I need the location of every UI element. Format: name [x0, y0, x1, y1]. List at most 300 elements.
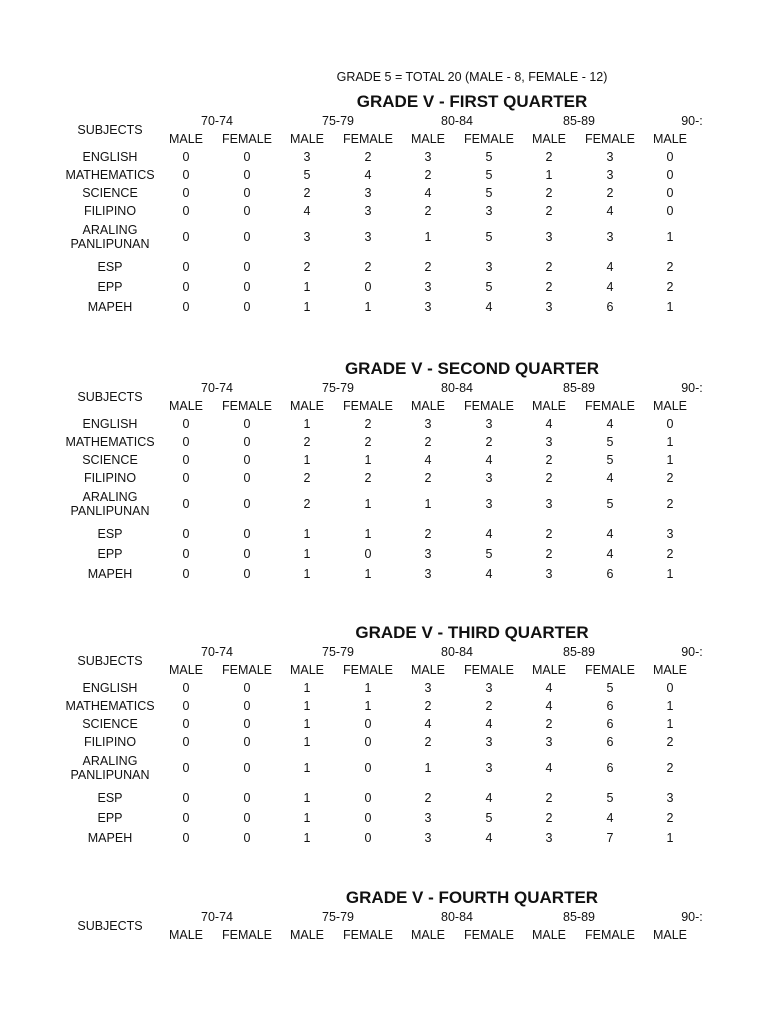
- count-cell: 0: [666, 168, 674, 182]
- female-header: FEMALE: [584, 132, 636, 146]
- female-header: FEMALE: [221, 132, 273, 146]
- count-cell: 1: [666, 567, 674, 581]
- count-cell: 0: [182, 735, 190, 749]
- count-cell: 0: [182, 260, 190, 274]
- count-cell: 0: [182, 811, 190, 825]
- count-cell: 0: [243, 300, 251, 314]
- grade-range-header: 85-89: [563, 910, 595, 924]
- count-cell: 1: [303, 831, 311, 845]
- count-cell: 0: [243, 547, 251, 561]
- count-cell: 0: [182, 527, 190, 541]
- count-cell: 2: [666, 471, 674, 485]
- subject-name: EPP: [97, 811, 123, 825]
- count-cell: 2: [666, 497, 674, 511]
- count-cell: 0: [666, 150, 674, 164]
- count-cell: 0: [182, 300, 190, 314]
- count-cell: 0: [364, 831, 372, 845]
- male-header: MALE: [289, 399, 325, 413]
- count-cell: 3: [364, 230, 372, 244]
- female-header: FEMALE: [463, 132, 515, 146]
- grade-range-header: 80-84: [441, 114, 473, 128]
- female-header: FEMALE: [463, 663, 515, 677]
- count-cell: 2: [424, 735, 432, 749]
- count-cell: 6: [606, 735, 614, 749]
- count-cell: 1: [303, 300, 311, 314]
- quarter-title: GRADE V - FOURTH QUARTER: [345, 888, 599, 907]
- count-cell: 1: [303, 417, 311, 431]
- quarter-title: GRADE V - FIRST QUARTER: [356, 92, 588, 111]
- count-cell: 4: [606, 280, 614, 294]
- count-cell: 0: [182, 435, 190, 449]
- female-header: FEMALE: [584, 928, 636, 942]
- count-cell: 0: [243, 497, 251, 511]
- subject-name: SCIENCE: [82, 186, 138, 200]
- grade-range-header: 75-79: [322, 381, 354, 395]
- subjects-header: SUBJECTS: [77, 123, 143, 137]
- count-cell: 4: [364, 168, 372, 182]
- count-cell: 0: [243, 280, 251, 294]
- count-cell: 4: [424, 453, 432, 467]
- count-cell: 0: [182, 168, 190, 182]
- male-header: MALE: [652, 399, 688, 413]
- count-cell: 4: [545, 761, 553, 775]
- count-cell: 1: [364, 300, 372, 314]
- count-cell: 4: [606, 811, 614, 825]
- subject-name: MAPEH: [87, 300, 133, 314]
- count-cell: 1: [666, 230, 674, 244]
- count-cell: 3: [424, 681, 432, 695]
- count-cell: 0: [243, 260, 251, 274]
- count-cell: 0: [182, 567, 190, 581]
- count-cell: 1: [303, 453, 311, 467]
- male-header: MALE: [410, 132, 446, 146]
- count-cell: 0: [182, 230, 190, 244]
- count-cell: 4: [606, 471, 614, 485]
- count-cell: 1: [303, 791, 311, 805]
- subject-name: ESP: [97, 791, 123, 805]
- count-cell: 0: [364, 761, 372, 775]
- count-cell: 2: [666, 811, 674, 825]
- count-cell: 2: [545, 186, 553, 200]
- count-cell: 3: [424, 150, 432, 164]
- grade-range-header: 90-:: [681, 910, 703, 924]
- subject-name: SCIENCE: [82, 717, 138, 731]
- subject-name: ARALING PANLIPUNAN: [70, 490, 150, 518]
- count-cell: 2: [545, 260, 553, 274]
- count-cell: 2: [545, 811, 553, 825]
- count-cell: 0: [182, 497, 190, 511]
- count-cell: 0: [364, 547, 372, 561]
- male-header: MALE: [168, 928, 204, 942]
- female-header: FEMALE: [221, 663, 273, 677]
- grade-range-header: 80-84: [441, 645, 473, 659]
- count-cell: 2: [606, 186, 614, 200]
- count-cell: 1: [666, 453, 674, 467]
- count-cell: 0: [182, 150, 190, 164]
- count-cell: 1: [364, 699, 372, 713]
- count-cell: 3: [424, 547, 432, 561]
- count-cell: 3: [545, 497, 553, 511]
- count-cell: 5: [485, 150, 493, 164]
- count-cell: 7: [606, 831, 614, 845]
- male-header: MALE: [531, 928, 567, 942]
- count-cell: 6: [606, 699, 614, 713]
- subjects-header: SUBJECTS: [77, 919, 143, 933]
- count-cell: 1: [303, 681, 311, 695]
- count-cell: 3: [485, 761, 493, 775]
- count-cell: 3: [424, 417, 432, 431]
- male-header: MALE: [410, 663, 446, 677]
- count-cell: 2: [424, 791, 432, 805]
- grade-range-header: 75-79: [322, 910, 354, 924]
- count-cell: 0: [243, 811, 251, 825]
- count-cell: 5: [606, 497, 614, 511]
- count-cell: 5: [485, 230, 493, 244]
- grade-range-header: 90-:: [681, 381, 703, 395]
- count-cell: 0: [666, 186, 674, 200]
- count-cell: 4: [545, 417, 553, 431]
- header-line: GRADE 5 = TOTAL 20 (MALE - 8, FEMALE - 12): [336, 70, 608, 84]
- count-cell: 2: [364, 471, 372, 485]
- grade-range-header: 70-74: [201, 910, 233, 924]
- count-cell: 0: [182, 547, 190, 561]
- count-cell: 1: [424, 497, 432, 511]
- count-cell: 1: [303, 280, 311, 294]
- count-cell: 1: [545, 168, 553, 182]
- count-cell: 1: [303, 567, 311, 581]
- count-cell: 3: [485, 497, 493, 511]
- count-cell: 3: [485, 417, 493, 431]
- count-cell: 0: [182, 791, 190, 805]
- quarter-title: GRADE V - SECOND QUARTER: [344, 359, 600, 378]
- count-cell: 1: [303, 717, 311, 731]
- count-cell: 0: [243, 150, 251, 164]
- count-cell: 3: [485, 204, 493, 218]
- count-cell: 0: [364, 811, 372, 825]
- count-cell: 1: [666, 699, 674, 713]
- count-cell: 2: [303, 471, 311, 485]
- count-cell: 0: [243, 471, 251, 485]
- grade-range-header: 75-79: [322, 645, 354, 659]
- count-cell: 3: [545, 831, 553, 845]
- count-cell: 0: [243, 204, 251, 218]
- count-cell: 4: [424, 186, 432, 200]
- count-cell: 0: [182, 471, 190, 485]
- count-cell: 2: [545, 527, 553, 541]
- subjects-header: SUBJECTS: [77, 390, 143, 404]
- count-cell: 3: [364, 186, 372, 200]
- female-header: FEMALE: [463, 399, 515, 413]
- grade-range-header: 80-84: [441, 381, 473, 395]
- count-cell: 0: [182, 761, 190, 775]
- subject-name: MATHEMATICS: [65, 168, 155, 182]
- count-cell: 1: [364, 453, 372, 467]
- count-cell: 3: [606, 168, 614, 182]
- female-header: FEMALE: [342, 399, 394, 413]
- count-cell: 4: [485, 791, 493, 805]
- count-cell: 2: [545, 717, 553, 731]
- subject-name: EPP: [97, 280, 123, 294]
- female-header: FEMALE: [342, 663, 394, 677]
- count-cell: 2: [666, 735, 674, 749]
- subject-name: ESP: [97, 527, 123, 541]
- count-cell: 2: [545, 150, 553, 164]
- count-cell: 1: [666, 300, 674, 314]
- count-cell: 3: [424, 831, 432, 845]
- count-cell: 3: [485, 260, 493, 274]
- count-cell: 2: [545, 204, 553, 218]
- count-cell: 1: [666, 717, 674, 731]
- male-header: MALE: [289, 928, 325, 942]
- grade-range-header: 90-:: [681, 645, 703, 659]
- count-cell: 4: [485, 831, 493, 845]
- subjects-header: SUBJECTS: [77, 654, 143, 668]
- count-cell: 0: [182, 717, 190, 731]
- count-cell: 3: [545, 735, 553, 749]
- female-header: FEMALE: [221, 928, 273, 942]
- count-cell: 3: [424, 280, 432, 294]
- count-cell: 5: [606, 435, 614, 449]
- subject-name: FILIPINO: [83, 204, 137, 218]
- count-cell: 6: [606, 717, 614, 731]
- count-cell: 0: [243, 681, 251, 695]
- count-cell: 2: [424, 168, 432, 182]
- count-cell: 2: [364, 150, 372, 164]
- male-header: MALE: [531, 399, 567, 413]
- count-cell: 4: [545, 699, 553, 713]
- count-cell: 1: [666, 831, 674, 845]
- count-cell: 2: [424, 204, 432, 218]
- male-header: MALE: [531, 132, 567, 146]
- count-cell: 0: [243, 417, 251, 431]
- count-cell: 0: [182, 831, 190, 845]
- count-cell: 1: [303, 811, 311, 825]
- count-cell: 0: [243, 717, 251, 731]
- count-cell: 4: [485, 717, 493, 731]
- count-cell: 4: [485, 527, 493, 541]
- count-cell: 0: [243, 230, 251, 244]
- count-cell: 1: [364, 567, 372, 581]
- female-header: FEMALE: [342, 132, 394, 146]
- count-cell: 3: [666, 527, 674, 541]
- count-cell: 3: [424, 300, 432, 314]
- count-cell: 4: [485, 300, 493, 314]
- count-cell: 0: [243, 168, 251, 182]
- count-cell: 3: [485, 681, 493, 695]
- count-cell: 6: [606, 567, 614, 581]
- count-cell: 2: [424, 471, 432, 485]
- count-cell: 0: [243, 831, 251, 845]
- count-cell: 4: [424, 717, 432, 731]
- count-cell: 2: [545, 471, 553, 485]
- count-cell: 1: [364, 681, 372, 695]
- count-cell: 3: [666, 791, 674, 805]
- count-cell: 2: [303, 260, 311, 274]
- count-cell: 0: [666, 204, 674, 218]
- grade-range-header: 70-74: [201, 114, 233, 128]
- count-cell: 5: [303, 168, 311, 182]
- subject-name: MATHEMATICS: [65, 699, 155, 713]
- female-header: FEMALE: [463, 928, 515, 942]
- grade-range-header: 80-84: [441, 910, 473, 924]
- count-cell: 4: [485, 453, 493, 467]
- male-header: MALE: [168, 132, 204, 146]
- grade-range-header: 75-79: [322, 114, 354, 128]
- count-cell: 1: [666, 435, 674, 449]
- count-cell: 2: [545, 453, 553, 467]
- male-header: MALE: [410, 928, 446, 942]
- subject-name: MAPEH: [87, 567, 133, 581]
- female-header: FEMALE: [584, 663, 636, 677]
- subject-name: FILIPINO: [83, 471, 137, 485]
- female-header: FEMALE: [221, 399, 273, 413]
- count-cell: 4: [606, 204, 614, 218]
- count-cell: 0: [243, 567, 251, 581]
- count-cell: 3: [606, 230, 614, 244]
- count-cell: 3: [606, 150, 614, 164]
- count-cell: 5: [485, 547, 493, 561]
- count-cell: 2: [545, 791, 553, 805]
- count-cell: 0: [182, 417, 190, 431]
- count-cell: 2: [303, 497, 311, 511]
- count-cell: 2: [424, 527, 432, 541]
- male-header: MALE: [168, 663, 204, 677]
- count-cell: 5: [485, 168, 493, 182]
- count-cell: 3: [545, 435, 553, 449]
- count-cell: 3: [545, 230, 553, 244]
- subject-name: ENGLISH: [82, 150, 138, 164]
- female-header: FEMALE: [584, 399, 636, 413]
- count-cell: 0: [243, 186, 251, 200]
- grade-range-header: 70-74: [201, 645, 233, 659]
- subject-name: MAPEH: [87, 831, 133, 845]
- count-cell: 0: [243, 453, 251, 467]
- count-cell: 2: [545, 280, 553, 294]
- male-header: MALE: [410, 399, 446, 413]
- count-cell: 1: [303, 761, 311, 775]
- count-cell: 2: [545, 547, 553, 561]
- count-cell: 3: [424, 811, 432, 825]
- count-cell: 4: [545, 681, 553, 695]
- count-cell: 5: [606, 681, 614, 695]
- count-cell: 6: [606, 761, 614, 775]
- count-cell: 3: [303, 230, 311, 244]
- count-cell: 0: [182, 699, 190, 713]
- count-cell: 1: [424, 761, 432, 775]
- count-cell: 3: [303, 150, 311, 164]
- male-header: MALE: [289, 132, 325, 146]
- count-cell: 4: [606, 417, 614, 431]
- count-cell: 6: [606, 300, 614, 314]
- count-cell: 3: [485, 735, 493, 749]
- count-cell: 1: [424, 230, 432, 244]
- count-cell: 2: [666, 547, 674, 561]
- count-cell: 2: [424, 699, 432, 713]
- count-cell: 0: [243, 735, 251, 749]
- subject-name: ARALING PANLIPUNAN: [70, 754, 150, 782]
- subject-name: ENGLISH: [82, 681, 138, 695]
- count-cell: 3: [545, 567, 553, 581]
- count-cell: 4: [606, 260, 614, 274]
- male-header: MALE: [168, 399, 204, 413]
- count-cell: 2: [424, 435, 432, 449]
- count-cell: 3: [545, 300, 553, 314]
- count-cell: 1: [303, 547, 311, 561]
- count-cell: 2: [303, 186, 311, 200]
- count-cell: 2: [364, 417, 372, 431]
- count-cell: 0: [243, 761, 251, 775]
- count-cell: 5: [606, 791, 614, 805]
- count-cell: 0: [182, 204, 190, 218]
- count-cell: 0: [243, 699, 251, 713]
- count-cell: 2: [666, 280, 674, 294]
- count-cell: 0: [364, 717, 372, 731]
- subject-name: ARALING PANLIPUNAN: [70, 223, 150, 251]
- grade-range-header: 70-74: [201, 381, 233, 395]
- count-cell: 1: [303, 527, 311, 541]
- count-cell: 0: [364, 791, 372, 805]
- male-header: MALE: [289, 663, 325, 677]
- count-cell: 1: [364, 497, 372, 511]
- count-cell: 4: [606, 547, 614, 561]
- count-cell: 2: [485, 435, 493, 449]
- count-cell: 0: [364, 735, 372, 749]
- count-cell: 4: [303, 204, 311, 218]
- grade-range-header: 85-89: [563, 645, 595, 659]
- count-cell: 2: [424, 260, 432, 274]
- subject-name: SCIENCE: [82, 453, 138, 467]
- count-cell: 0: [364, 280, 372, 294]
- count-cell: 5: [485, 811, 493, 825]
- count-cell: 1: [303, 735, 311, 749]
- count-cell: 0: [243, 435, 251, 449]
- subject-name: ENGLISH: [82, 417, 138, 431]
- grade-range-header: 90-:: [681, 114, 703, 128]
- count-cell: 5: [485, 280, 493, 294]
- count-cell: 0: [666, 417, 674, 431]
- count-cell: 0: [666, 681, 674, 695]
- count-cell: 3: [364, 204, 372, 218]
- subject-name: ESP: [97, 260, 123, 274]
- count-cell: 4: [606, 527, 614, 541]
- quarter-title: GRADE V - THIRD QUARTER: [355, 623, 589, 642]
- count-cell: 2: [485, 699, 493, 713]
- count-cell: 2: [364, 435, 372, 449]
- count-cell: 0: [182, 186, 190, 200]
- count-cell: 0: [243, 791, 251, 805]
- count-cell: 5: [485, 186, 493, 200]
- male-header: MALE: [652, 132, 688, 146]
- male-header: MALE: [652, 928, 688, 942]
- male-header: MALE: [531, 663, 567, 677]
- count-cell: 4: [485, 567, 493, 581]
- grade-range-header: 85-89: [563, 114, 595, 128]
- grade-range-header: 85-89: [563, 381, 595, 395]
- subject-name: EPP: [97, 547, 123, 561]
- count-cell: 2: [666, 260, 674, 274]
- count-cell: 2: [303, 435, 311, 449]
- male-header: MALE: [652, 663, 688, 677]
- count-cell: 3: [424, 567, 432, 581]
- subject-name: MATHEMATICS: [65, 435, 155, 449]
- count-cell: 0: [182, 280, 190, 294]
- female-header: FEMALE: [342, 928, 394, 942]
- count-cell: 0: [182, 453, 190, 467]
- count-cell: 2: [666, 761, 674, 775]
- count-cell: 1: [364, 527, 372, 541]
- count-cell: 0: [243, 527, 251, 541]
- count-cell: 0: [182, 681, 190, 695]
